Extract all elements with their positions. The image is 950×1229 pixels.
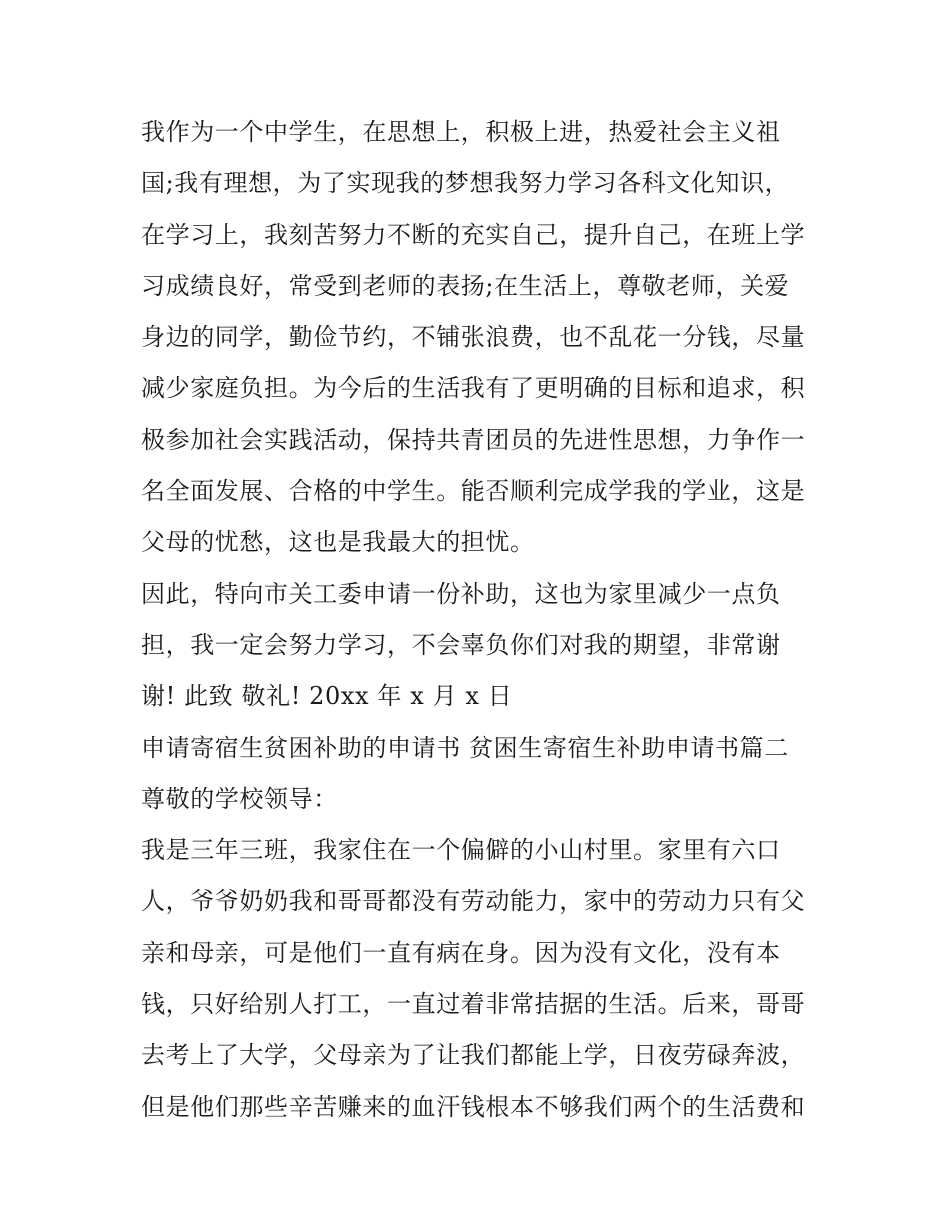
document-body — [141, 107, 821, 1133]
text-line: 身边的同学，勤俭节约，不铺张浪费，也不乱花一分钱，尽量 — [141, 323, 806, 352]
text-line: 名全面发展、合格的中学生。能否顺利完成学我的学业，这是 — [141, 477, 806, 506]
text-line: 钱，只好给别人打工，一直过着非常拮据的生活。后来，哥哥 — [141, 990, 806, 1019]
text-line: 但是他们那些辛苦赚来的血汗钱根本不够我们两个的生活费和 — [141, 1092, 806, 1121]
section-heading: 申请寄宿生贫困补助的申请书 贫困生寄宿生补助申请书篇二 — [141, 733, 789, 762]
salutation: 尊敬的学校领导： — [141, 784, 338, 813]
text-line: 习成绩良好，常受到老师的表扬;在生活上，尊敬老师，关爱 — [141, 271, 790, 300]
text-line: 我作为一个中学生，在思想上，积极上进，热爱社会主义祖 — [141, 118, 781, 146]
text-line: 减少家庭负担。为今后的生活我有了更明确的目标和追求，积 — [141, 374, 806, 403]
text-line: 因此，特向市关工委申请一份补助，这也为家里减少一点负 — [141, 579, 781, 608]
text-line: 极参加社会实践活动，保持共青团员的先进性思想，力争作一 — [141, 425, 806, 454]
text-line: 人，爷爷奶奶我和哥哥都没有劳动能力，家中的劳动力只有父 — [141, 887, 806, 916]
text-line: 国;我有理想，为了实现我的梦想我努力学习各科文化知识， — [141, 169, 790, 198]
text-line: 我是三年三班，我家住在一个偏僻的小山村里。家里有六口 — [141, 836, 781, 865]
text-line: 去考上了大学，父母亲为了让我们都能上学，日夜劳碌奔波， — [141, 1041, 806, 1070]
text-line: 亲和母亲，可是他们一直有病在身。因为没有文化，没有本 — [141, 938, 781, 967]
text-line: 谢! 此致 敬礼! 20xx 年 x 月 x 日 — [141, 682, 513, 711]
text-line: 父母的忧愁，这也是我最大的担忧。 — [141, 528, 535, 557]
text-line: 在学习上，我刻苦努力不断的充实自己，提升自己，在班上学 — [141, 220, 806, 249]
text-line: 担，我一定会努力学习，不会辜负你们对我的期望，非常谢 — [141, 630, 781, 659]
